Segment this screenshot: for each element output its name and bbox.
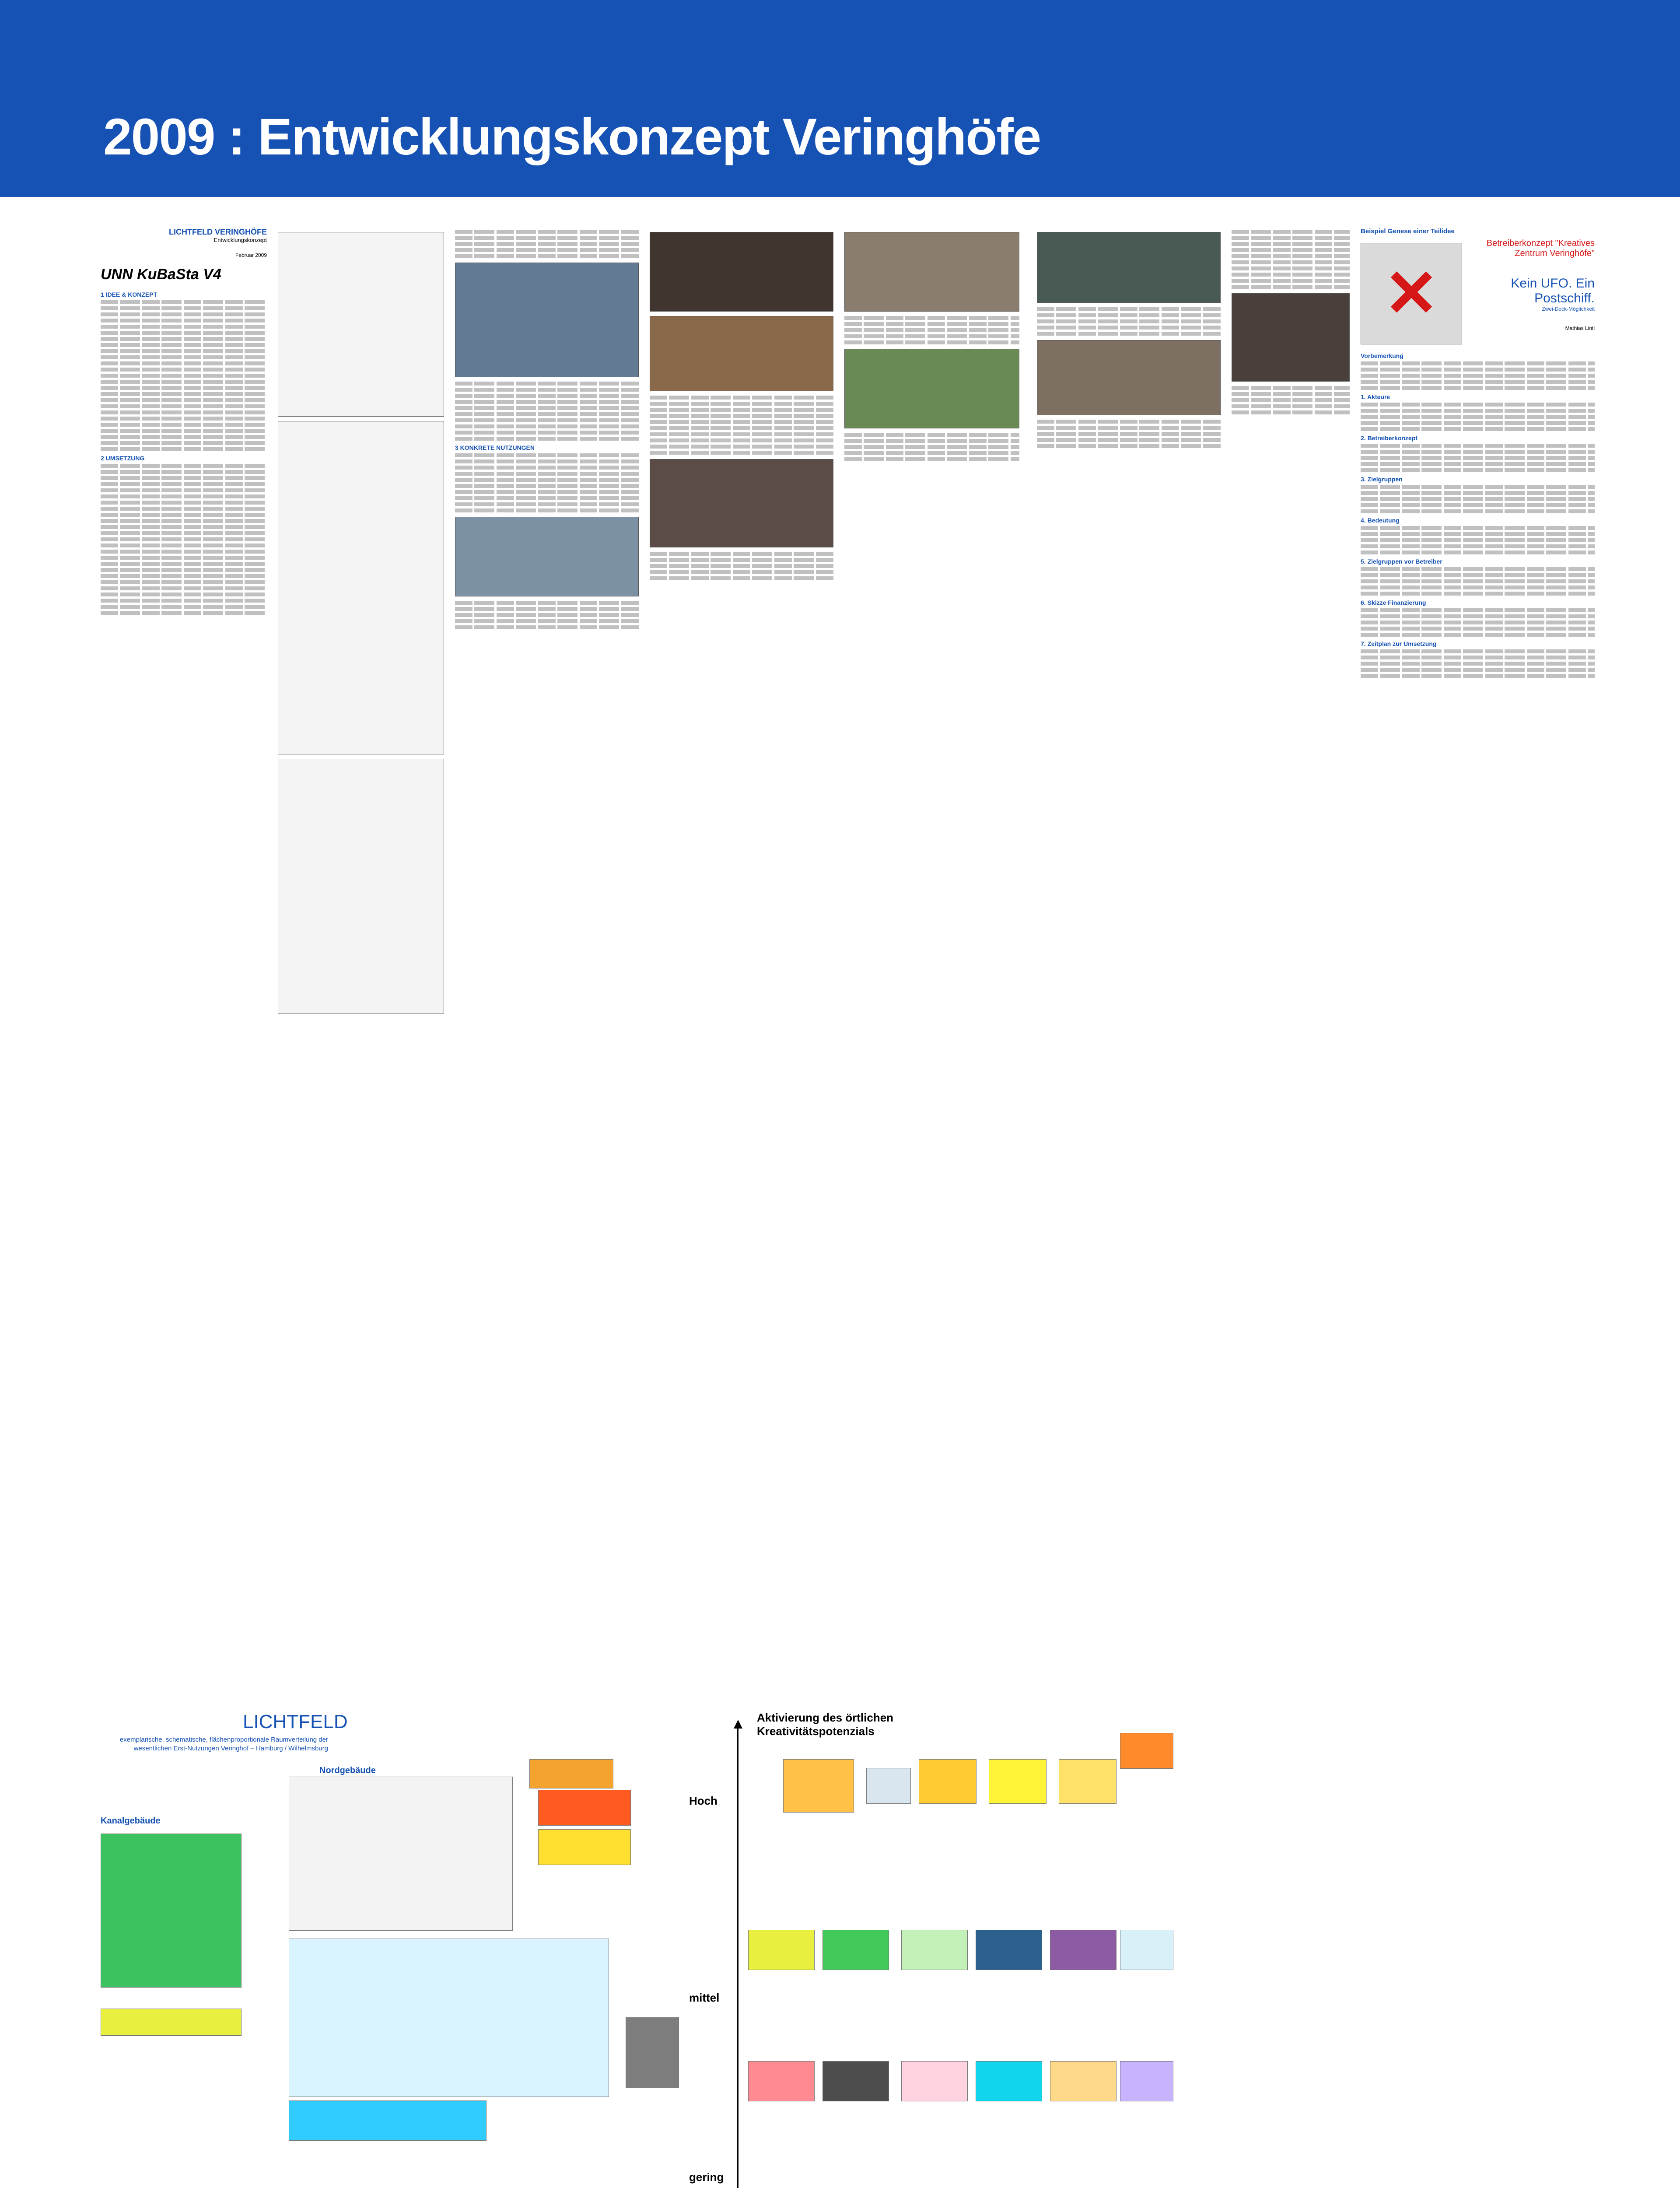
right-concept-title: Betreiberkonzept "Kreatives Zentrum Veringhöfe" — [1486, 238, 1595, 258]
akteure-heading: 1. Akteure — [1361, 393, 1390, 400]
activity-block-8 — [822, 1930, 889, 1970]
lichtfeld-section — [101, 1711, 1295, 2188]
center-column-5 — [1232, 228, 1350, 417]
right-title: Beispiel Genese einer Teilidee — [1361, 228, 1455, 235]
activity-block-9 — [901, 1930, 968, 1970]
center-column-3 — [844, 228, 1019, 463]
nord-block-red — [538, 1790, 631, 1826]
intro-subtitle: Entwicklungskonzept — [214, 237, 267, 243]
ship-photo — [1361, 243, 1462, 344]
poster — [0, 197, 1680, 2188]
lichtfeld-title: LICHTFELD — [243, 1711, 348, 1732]
y-axis-arrow — [737, 1729, 738, 2188]
activity-block-13 — [748, 2061, 815, 2101]
freiflaeche-block — [289, 1939, 609, 2097]
activity-block-16 — [976, 2061, 1042, 2101]
center-column-4 — [1037, 228, 1221, 450]
hall-photo — [650, 232, 833, 312]
nord-block-yellow — [538, 1829, 631, 1865]
activity-block-10 — [976, 1930, 1042, 1970]
activity-block-4 — [989, 1759, 1046, 1804]
header-band — [0, 0, 1680, 197]
right-tag2: Zwei-Deck-Möglichkeit — [1542, 306, 1595, 312]
activity-block-3 — [919, 1759, 976, 1804]
logo-text: UNN KuBaSta V4 — [101, 266, 221, 283]
activity-block-18 — [1120, 2061, 1173, 2101]
lichtfeld-description: exemplarische, schematische, flächenproportionale Raumverteilung der wesentlichen Erst-Nutzungen Veringhof – Hamburg / Wilhelmsburg — [119, 1736, 328, 1752]
intro-date: Februar 2009 — [235, 252, 267, 258]
umsetzung-heading: 2 UMSETZUNG — [101, 455, 145, 462]
kanalgebaeude-label: Kanalgebäude — [101, 1816, 161, 1826]
floorplan-1 — [278, 232, 444, 417]
bedeutung-heading: 4. Bedeutung — [1361, 517, 1400, 524]
vorbemerkung-heading: Vorbemerkung — [1361, 352, 1404, 359]
exhibition-photo — [1037, 340, 1221, 415]
activity-block-2 — [866, 1768, 911, 1804]
right-column — [1361, 228, 1595, 680]
zeitplan-heading: 7. Zeitplan zur Umsetzung — [1361, 640, 1437, 647]
logo-group — [101, 266, 267, 283]
intro-title: LICHTFELD VERINGHÖFE — [169, 228, 267, 236]
activity-block-14 — [822, 2061, 889, 2101]
betreiberkonzept-heading: 2. Betreiberkonzept — [1361, 435, 1418, 442]
river-photo — [455, 517, 639, 596]
gering-label: gering — [689, 2170, 724, 2184]
activity-block-6 — [1120, 1733, 1173, 1769]
nordgebaeude-label: Nordgebäude — [319, 1766, 376, 1775]
workshop-photo — [844, 232, 1019, 312]
hoch-label: Hoch — [689, 1794, 718, 1807]
event-photo — [650, 459, 833, 547]
freiflaeche-blue-block — [289, 2100, 486, 2141]
zielgruppen-heading: 3. Zielgruppen — [1361, 476, 1403, 483]
kanal-block-2 — [101, 2009, 242, 2036]
center-column-2 — [650, 228, 833, 582]
floorplan-3 — [278, 759, 444, 1013]
activity-block-7 — [748, 1930, 815, 1970]
center-column-1 — [455, 228, 639, 631]
group-photo — [1037, 232, 1221, 303]
page-title: 2009 : Entwicklungskonzept Veringhöfe — [103, 108, 1041, 166]
author-name: Mathias Lintl — [1565, 325, 1595, 331]
right-tagline: Kein UFO. Ein Postschiff. — [1511, 276, 1595, 305]
activity-block-1 — [783, 1759, 854, 1813]
arrow-head-up-icon — [734, 1720, 742, 1729]
activity-block-17 — [1050, 2061, 1116, 2101]
nord-block-orange — [529, 1759, 613, 1788]
nord-block-main — [289, 1777, 513, 1931]
activity-block-5 — [1059, 1759, 1116, 1804]
activation-title: Aktivierung des örtlichen Kreativitätspotenzials — [757, 1711, 894, 1738]
floorplan-2 — [278, 421, 444, 754]
building-photo — [455, 263, 639, 377]
plans-column — [278, 228, 444, 1018]
people-photo — [650, 316, 833, 391]
garden-photo — [844, 349, 1019, 428]
red-x-icon: ✕ — [1384, 256, 1439, 330]
idea-heading: 1 IDEE & KONZEPT — [101, 291, 158, 298]
finanzierung-heading: 6. Skizze Finanzierung — [1361, 599, 1426, 606]
side-block-grey — [626, 2017, 679, 2088]
intro-column — [101, 228, 267, 617]
stage-photo — [1232, 293, 1350, 382]
activity-block-15 — [901, 2061, 968, 2101]
concrete-uses-heading: 3 KONKRETE NUTZUNGEN — [455, 444, 535, 451]
kanal-block-1 — [101, 1834, 242, 1988]
mittel-label: mittel — [689, 1991, 720, 2004]
activity-block-12 — [1120, 1930, 1173, 1970]
zielgruppen-vor-heading: 5. Zielgruppen vor Betreiber — [1361, 558, 1442, 565]
activity-block-11 — [1050, 1930, 1116, 1970]
